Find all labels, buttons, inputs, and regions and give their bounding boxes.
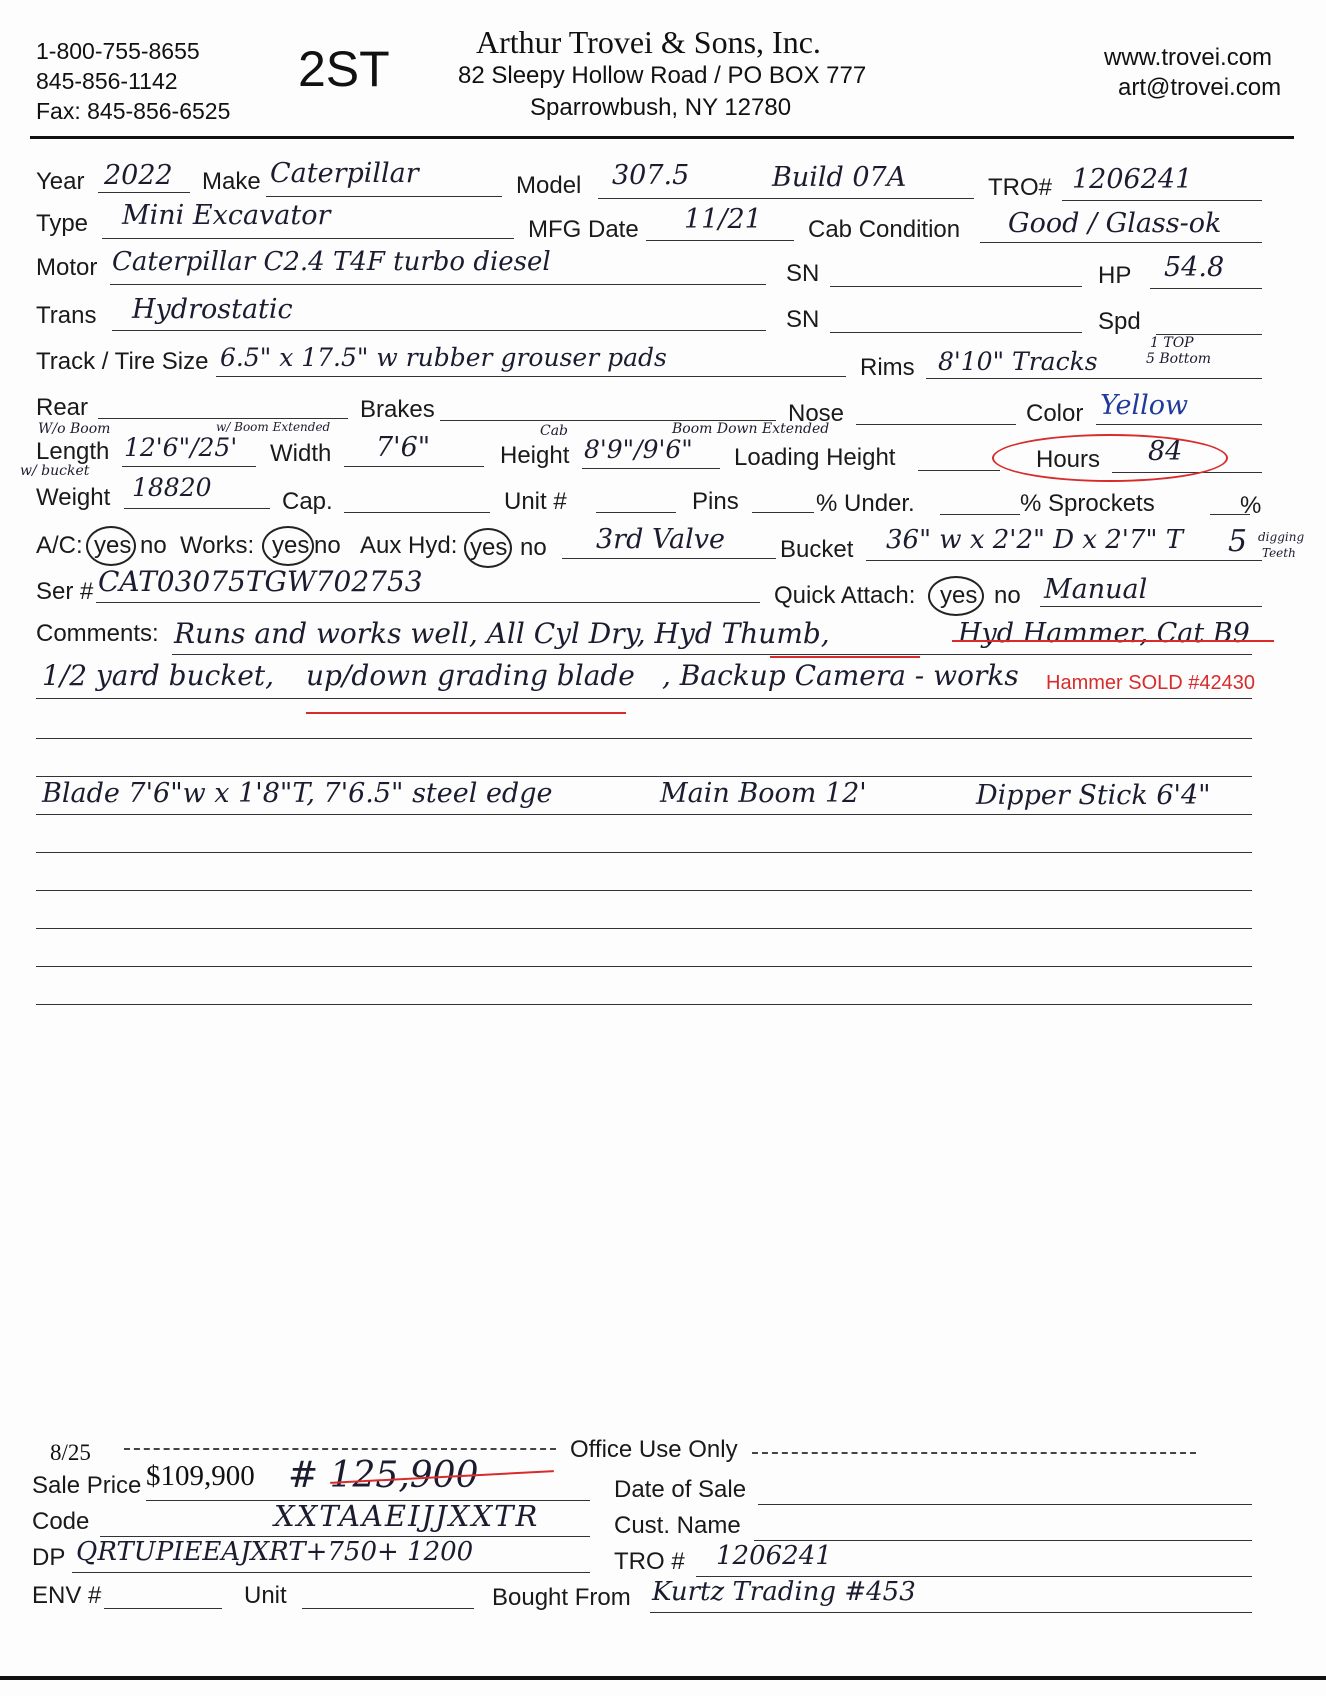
type-line [102, 238, 514, 239]
comment-line-8 [36, 928, 1252, 929]
bucket-teeth-count: 5 [1228, 524, 1248, 559]
aux-hyd-yes: yes [470, 534, 508, 561]
works-label: Works: [180, 532, 255, 559]
underline-red-thumb [770, 656, 920, 658]
motor-line [110, 284, 766, 285]
length-value: 12'6"/25' [124, 433, 238, 462]
make-label: Make [202, 168, 261, 195]
length-note-boom-extended: w/ Boom Extended [216, 420, 331, 434]
year-line [98, 192, 190, 193]
model-value: 307.5 [612, 160, 690, 191]
rims-label: Rims [860, 354, 915, 381]
weight-label: Weight [36, 484, 111, 511]
hp-line [1150, 288, 1262, 289]
mfg-date-label: MFG Date [528, 216, 639, 243]
loading-height-label: Loading Height [734, 444, 896, 471]
length-note-with-bucket: w/ bucket [20, 463, 90, 479]
trans-line [112, 330, 766, 331]
aux-hyd-label: Aux Hyd: [360, 532, 458, 559]
trans-sn-line [830, 332, 1082, 333]
trans-value: Hydrostatic [132, 294, 293, 325]
pins-label: Pins [692, 488, 739, 515]
code-label: Code [32, 1508, 90, 1535]
env-line [104, 1608, 222, 1609]
hours-label: Hours [1036, 446, 1101, 473]
phone-toll-free: 1-800-755-8655 [36, 38, 200, 64]
bought-from-value: Kurtz Trading #453 [652, 1577, 916, 1607]
dp-label: DP [32, 1544, 66, 1571]
unit-label: Unit [244, 1582, 287, 1609]
motor-label: Motor [36, 254, 98, 281]
date-of-sale-label: Date of Sale [614, 1476, 747, 1503]
track-tire-value: 6.5" x 17.5" w rubber grouser pads [220, 343, 667, 372]
dp-value: QRTUPIEEAJXRT+750+ 1200 [76, 1537, 474, 1567]
rear-line [98, 418, 348, 419]
mfg-date-value: 11/21 [684, 204, 762, 235]
aux-hyd-no: no [520, 534, 547, 561]
comment-line-2-part2: up/down grading blade [306, 659, 635, 692]
width-value: 7'6" [376, 432, 431, 463]
main-boom-spec: Main Boom 12' [660, 778, 867, 809]
company-address: 82 Sleepy Hollow Road / PO BOX 777 [458, 62, 867, 89]
length-line [122, 466, 256, 467]
comment-line-6 [36, 852, 1252, 853]
underline-red-grading-blade [306, 712, 626, 714]
height-note-cab: Cab [540, 423, 569, 439]
form-code: 2ST [298, 41, 390, 97]
cab-condition-line [980, 242, 1262, 243]
model-line [598, 198, 974, 199]
mfg-date-line [646, 240, 794, 241]
page-bottom-edge [0, 1676, 1326, 1680]
height-line [582, 468, 720, 469]
tro-value: 1206241 [1072, 164, 1193, 195]
color-line [1096, 424, 1262, 425]
year-value: 2022 [104, 160, 173, 191]
hp-label: HP [1098, 262, 1132, 289]
make-value: Caterpillar [270, 158, 419, 189]
pins-line [752, 512, 814, 513]
height-value: 8'9"/9'6" [584, 435, 693, 464]
office-date-tag: 8/25 [50, 1440, 91, 1465]
comment-line-9 [36, 966, 1252, 967]
date-of-sale-line [758, 1504, 1252, 1505]
aux-hyd-value: 3rd Valve [596, 524, 725, 555]
ac-no: no [140, 532, 167, 559]
unit-number-line [596, 512, 676, 513]
bucket-line [866, 560, 1262, 561]
hours-red-circle [992, 434, 1228, 482]
bought-from-line [650, 1612, 1252, 1613]
quick-attach-line [1040, 606, 1262, 607]
serial-value: CAT03075TGW702753 [98, 565, 423, 598]
header-rule [30, 136, 1294, 139]
old-price-value: # 125,900 [288, 1455, 479, 1496]
bucket-teeth-note1: digging [1258, 530, 1305, 544]
ac-yes-circle [86, 526, 136, 566]
rims-note-bottom: 5 Bottom [1146, 351, 1212, 367]
hours-value: 84 [1148, 436, 1183, 467]
sprockets-percent: % [1240, 492, 1262, 519]
width-label: Width [270, 440, 332, 467]
rims-note-top: 1 TOP [1150, 335, 1194, 351]
comment-line-1-text: Runs and works well, All Cyl Dry, Hyd Thumb, [174, 617, 830, 650]
trans-label: Trans [36, 302, 97, 329]
comment-line-10 [36, 1004, 1252, 1005]
quick-attach-yes-circle [928, 576, 984, 616]
trans-sn-label: SN [786, 306, 820, 333]
hp-value: 54.8 [1164, 252, 1225, 283]
quick-attach-yes: yes [940, 582, 978, 609]
loading-height-line [918, 470, 1000, 471]
serial-label: Ser # [36, 578, 94, 605]
cap-line [344, 512, 490, 513]
color-label: Color [1026, 400, 1084, 427]
comment-line-3 [36, 738, 1252, 739]
phone-local: 845-856-1142 [36, 68, 178, 94]
year-label: Year [36, 168, 85, 195]
office-use-title: Office Use Only [570, 1436, 738, 1463]
unit-number-label: Unit # [504, 488, 567, 515]
quick-attach-label: Quick Attach: [774, 582, 916, 609]
bought-from-label: Bought From [492, 1584, 631, 1611]
blade-spec: Blade 7'6"w x 1'8"T, 7'6.5" steel edge [42, 778, 553, 809]
make-line [266, 196, 502, 197]
nose-line [856, 424, 1016, 425]
tro-line [1062, 200, 1262, 201]
type-value: Mini Excavator [122, 200, 331, 231]
weight-line [124, 508, 270, 509]
track-tire-line [216, 376, 846, 377]
length-note-without-boom: W/o Boom [38, 421, 111, 437]
brakes-label: Brakes [360, 396, 435, 423]
company-website: www.trovei.com [1104, 44, 1273, 71]
rims-value: 8'10" Tracks [938, 347, 1098, 376]
serial-line [96, 602, 760, 603]
comment-line-4 [36, 776, 1252, 777]
comment-line-1-struck: Hyd Hammer, Cat B9 [958, 618, 1250, 649]
comment-line-1 [172, 654, 1252, 655]
color-value: Yellow [1100, 390, 1189, 421]
motor-sn-label: SN [786, 260, 820, 287]
height-note-boom: Boom Down Extended [672, 421, 830, 437]
comment-line-2 [36, 698, 1252, 699]
env-label: ENV # [32, 1582, 102, 1609]
sprockets-label: % Sprockets [1020, 490, 1155, 517]
works-yes-circle [262, 526, 314, 566]
quick-attach-value: Manual [1044, 574, 1148, 605]
ac-label: A/C: [36, 532, 83, 559]
aux-hyd-yes-circle [464, 528, 512, 568]
height-label: Height [500, 442, 570, 469]
works-yes: yes [272, 532, 310, 559]
company-email: art@trovei.com [1118, 74, 1282, 101]
track-tire-label: Track / Tire Size [36, 348, 209, 375]
model-label: Model [516, 172, 582, 199]
strikethrough-red [952, 640, 1274, 642]
length-label: Length [36, 438, 110, 465]
company-city: Sparrowbush, NY 12780 [530, 94, 792, 121]
spd-label: Spd [1098, 308, 1141, 335]
office-tro-label: TRO # [614, 1548, 685, 1575]
ac-yes: yes [94, 532, 132, 559]
comments-label: Comments: [36, 620, 159, 647]
cab-condition-label: Cab Condition [808, 216, 961, 243]
cab-condition-value: Good / Glass-ok [1008, 208, 1222, 239]
unit-line [302, 1608, 474, 1609]
tro-label: TRO# [988, 174, 1053, 201]
percent-under-label: % Under. [816, 490, 915, 517]
bucket-teeth-note2: Teeth [1262, 546, 1296, 560]
nose-label: Nose [788, 400, 845, 427]
office-dash-right [752, 1452, 1196, 1454]
fax-number: Fax: 845-856-6525 [36, 98, 231, 124]
bucket-value: 36" w x 2'2" D x 2'7" T [886, 525, 1184, 555]
sale-price-value: $109,900 [146, 1460, 255, 1492]
cap-label: Cap. [282, 488, 333, 515]
percent-under-line [940, 514, 1020, 515]
motor-sn-line [830, 286, 1082, 287]
hammer-sold-note: Hammer SOLD #42430 [1046, 672, 1255, 694]
width-line [344, 466, 484, 467]
cust-name-label: Cust. Name [614, 1512, 741, 1539]
comment-line-2-part1: 1/2 yard bucket, [42, 659, 275, 692]
dipper-stick-spec: Dipper Stick 6'4" [976, 780, 1211, 811]
sale-price-label: Sale Price [32, 1472, 142, 1499]
comment-line-5 [36, 814, 1252, 815]
motor-value: Caterpillar C2.4 T4F turbo diesel [112, 247, 551, 277]
dp-line [72, 1572, 590, 1573]
weight-value: 18820 [132, 473, 212, 502]
company-name: Arthur Trovei & Sons, Inc. [476, 24, 821, 60]
quick-attach-no: no [994, 582, 1021, 609]
office-dash-left [124, 1448, 556, 1450]
rims-line [926, 378, 1262, 379]
build-value: Build 07A [772, 162, 907, 193]
bucket-label: Bucket [780, 536, 854, 563]
code-value: XXTAAEIJJXXTR [274, 1499, 540, 1533]
rear-label: Rear [36, 394, 89, 421]
works-no: no [314, 532, 341, 559]
comment-line-7 [36, 890, 1252, 891]
type-label: Type [36, 210, 89, 237]
comment-line-2-part3: , Backup Camera - works [662, 659, 1019, 692]
office-tro-value: 1206241 [716, 1541, 832, 1571]
aux-hyd-line [562, 558, 776, 559]
